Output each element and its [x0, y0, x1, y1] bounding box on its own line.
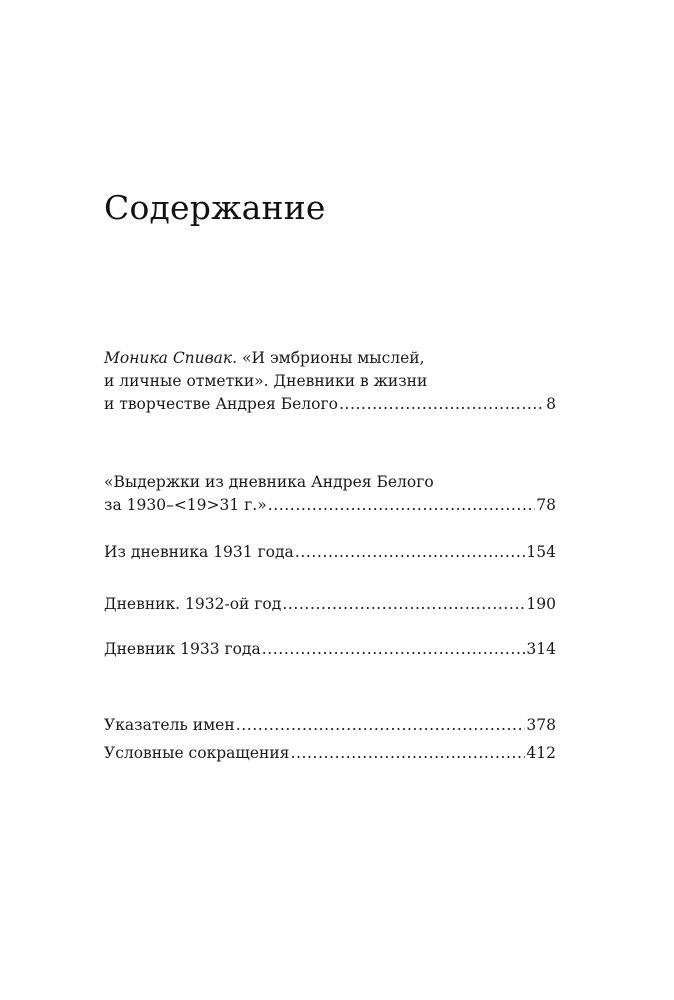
toc-entry-diary-1932[interactable]: [104, 593, 556, 616]
toc-entry-title: Из дневника 1931 года: [104, 543, 294, 561]
toc-entry-final-line: [104, 638, 556, 661]
page-title: Содержание: [104, 188, 326, 227]
toc-entry-page-number: 378: [526, 716, 556, 734]
toc-entry-title: Условные сокращения: [104, 744, 290, 762]
toc-entry-final-line: [104, 494, 556, 517]
toc-entry-title: Указатель имен: [104, 716, 235, 734]
toc-entry-final-line: [104, 393, 556, 416]
dot-leader: [236, 714, 526, 737]
toc-entry-final-line: [104, 541, 556, 564]
toc-entry-page-number: 78: [536, 496, 556, 514]
toc-entry-diary-1931[interactable]: [104, 541, 556, 564]
dot-leader: [295, 541, 526, 564]
toc-entry-title: Дневник. 1932-ой год: [104, 595, 282, 613]
toc-entry-name-index[interactable]: [104, 714, 556, 737]
dot-leader: [282, 593, 525, 616]
toc-entry-title: Дневник 1933 года: [104, 640, 261, 658]
dot-leader: [339, 393, 545, 416]
dot-leader: [268, 494, 536, 517]
toc-entry-line: «Выдержки из дневника Андрея Белого: [104, 473, 434, 491]
toc-entry-page-number: 8: [546, 395, 556, 413]
toc-entry-final-line: [104, 714, 556, 737]
toc-entry-title-part: . «И эмбрионы мыслей,: [232, 349, 425, 367]
toc-entry-page-number: 412: [526, 744, 556, 762]
dot-leader: [262, 638, 526, 661]
toc-entry-author: Моника Спивак: [104, 349, 233, 367]
toc-entry-page-number: 154: [526, 543, 556, 561]
toc-entry-page-number: 190: [526, 595, 556, 613]
toc-entry-excerpts[interactable]: [104, 471, 556, 517]
toc-entry-monika-spivak[interactable]: [104, 347, 556, 416]
toc-entry-line: [104, 347, 556, 370]
dot-leader: [290, 742, 525, 765]
toc-entry-final-line: [104, 742, 556, 765]
toc-entry-title-end: и творчестве Андрея Белого: [104, 395, 338, 413]
toc-entry-title-end: за 1930–<19>31 г.»: [104, 496, 267, 514]
toc-entry-abbreviations[interactable]: [104, 742, 556, 765]
toc-entry-diary-1933[interactable]: [104, 638, 556, 661]
toc-entry-line: и личные отметки». Дневники в жизни: [104, 372, 428, 390]
toc-entry-page-number: 314: [526, 640, 556, 658]
toc-entry-final-line: [104, 593, 556, 616]
